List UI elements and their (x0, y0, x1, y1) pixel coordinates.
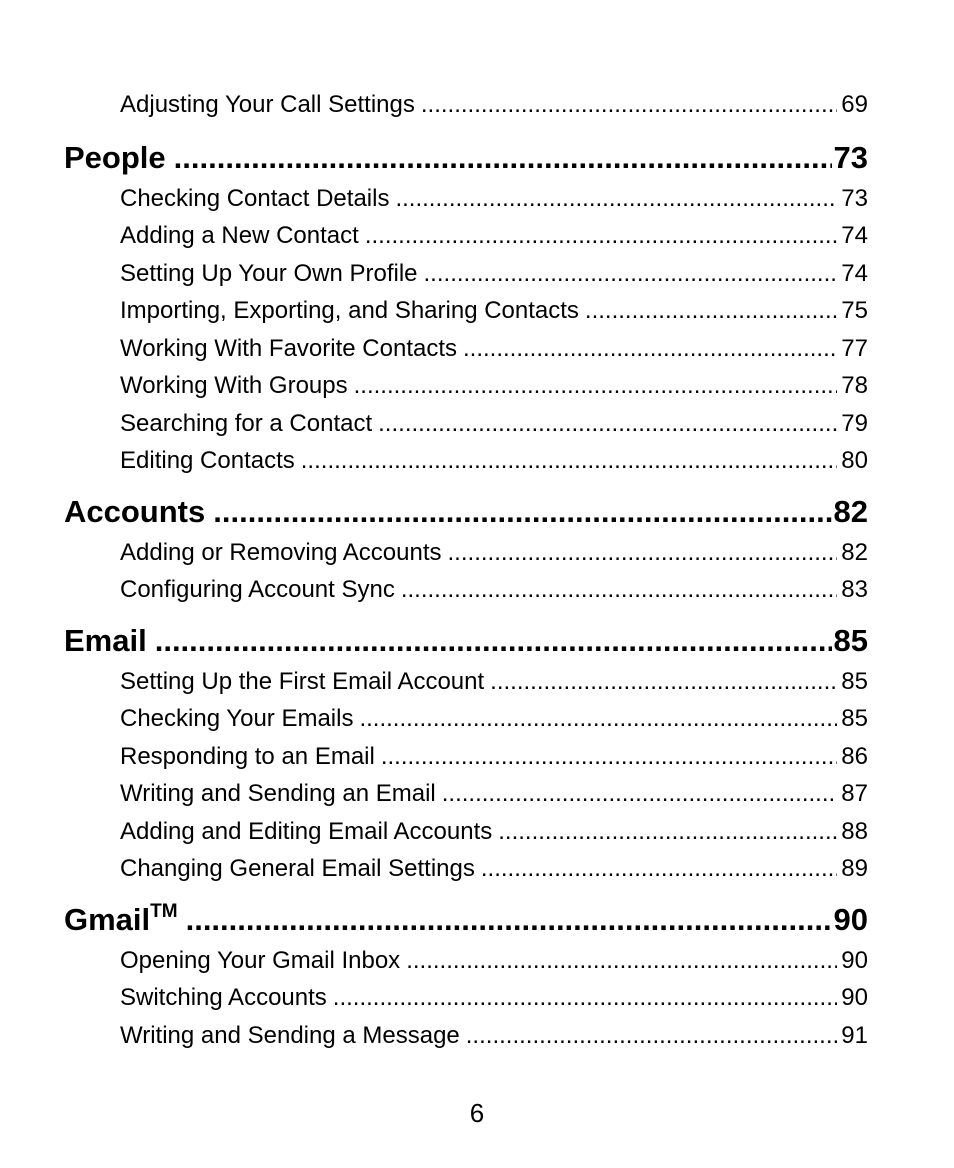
dot-leader (365, 217, 837, 255)
toc-entry (64, 442, 868, 480)
toc-entry-label: Switching Accounts (120, 984, 327, 1011)
toc-chapter-email (64, 619, 868, 663)
dot-leader (448, 534, 838, 572)
toc-entry-page: 88 (841, 817, 868, 845)
toc-chapter-gmail (64, 898, 868, 942)
toc-entry-label: Working With Favorite Contacts (120, 334, 457, 362)
toc-entry-label: Adjusting Your Call Settings (120, 91, 415, 118)
toc-entry-page: 90 (841, 984, 868, 1011)
dot-leader (498, 813, 837, 851)
chapter-title-text: Gmail (64, 901, 151, 937)
toc-entry (64, 217, 868, 255)
toc-entry (64, 86, 868, 124)
dot-leader (395, 180, 837, 218)
toc-entry (64, 180, 868, 218)
dot-leader (466, 1017, 838, 1055)
toc-entry-label: Writing and Sending an Email (120, 780, 436, 807)
dot-leader (421, 86, 837, 124)
toc-entry-label: Adding a New Contact (120, 222, 359, 249)
toc-entry-page: 69 (841, 91, 868, 118)
chapter-page: 73 (833, 139, 868, 175)
toc-entry (64, 813, 868, 851)
dot-leader (174, 136, 832, 180)
page-number: 6 (469, 1098, 485, 1128)
trademark-superscript: TM (150, 900, 178, 922)
table-of-contents (64, 86, 868, 1054)
toc-entry (64, 292, 868, 330)
toc-entry-label: Adding or Removing Accounts (120, 538, 442, 566)
dot-leader (424, 255, 838, 293)
toc-entry-page: 74 (841, 222, 868, 249)
dot-leader (333, 979, 838, 1017)
toc-entry-page: 74 (841, 259, 868, 287)
toc-entry-label: Adding and Editing Email Accounts (120, 817, 493, 845)
chapter-page: 85 (833, 622, 868, 658)
dot-leader (381, 738, 837, 776)
toc-entry-label: Changing General Email Settings (120, 855, 475, 882)
toc-entry-page: 75 (841, 297, 868, 324)
toc-entry (64, 367, 868, 405)
dot-leader (401, 571, 837, 609)
dot-leader (490, 663, 837, 701)
dot-leader (406, 942, 837, 980)
toc-entry (64, 700, 868, 738)
toc-entry-label: Writing and Sending a Message (120, 1021, 460, 1049)
toc-entry-page: 89 (841, 855, 868, 882)
toc-entry (64, 571, 868, 609)
toc-entry (64, 775, 868, 813)
toc-entry-label: Setting Up the First Email Account (120, 667, 485, 695)
toc-entry (64, 850, 868, 888)
toc-entry-page: 91 (841, 1021, 868, 1049)
toc-entry (64, 534, 868, 572)
toc-entry-label: Searching for a Contact (120, 409, 373, 437)
toc-entry-label: Setting Up Your Own Profile (120, 259, 418, 287)
chapter-title (64, 898, 178, 942)
dot-leader (463, 330, 837, 368)
toc-entry-page: 87 (841, 780, 868, 807)
toc-entry (64, 1017, 868, 1055)
toc-entry-label: Importing, Exporting, and Sharing Contacts (120, 297, 579, 324)
dot-leader (354, 367, 838, 405)
dot-leader (585, 292, 837, 330)
dot-leader (186, 898, 832, 942)
toc-entry-page: 90 (841, 946, 868, 974)
toc-entry (64, 330, 868, 368)
toc-entry (64, 405, 868, 443)
dot-leader (442, 775, 838, 813)
chapter-page: 82 (833, 493, 868, 529)
dot-leader (213, 490, 831, 534)
dot-leader (301, 442, 838, 480)
chapter-title: People (64, 139, 166, 175)
toc-entry-page: 85 (841, 667, 868, 695)
toc-chapter-people (64, 136, 868, 180)
toc-entry (64, 255, 868, 293)
chapter-page: 90 (833, 901, 868, 937)
toc-entry-page: 85 (841, 705, 868, 732)
toc-entry-label: Checking Contact Details (120, 184, 390, 212)
dot-leader (359, 700, 837, 738)
chapter-title: Email (64, 622, 147, 658)
toc-entry-label: Editing Contacts (120, 447, 295, 474)
toc-entry-page: 82 (841, 538, 868, 566)
toc-entry (64, 663, 868, 701)
toc-entry-page: 86 (841, 742, 868, 770)
dot-leader (155, 619, 832, 663)
dot-leader (378, 405, 837, 443)
toc-entry-label: Working With Groups (120, 372, 348, 399)
toc-entry-page: 73 (841, 184, 868, 212)
toc-entry-page: 79 (841, 409, 868, 437)
toc-entry-page: 77 (841, 334, 868, 362)
chapter-title: Accounts (64, 493, 206, 529)
toc-entry-label: Opening Your Gmail Inbox (120, 946, 401, 974)
toc-chapter-accounts (64, 490, 868, 534)
toc-entry (64, 942, 868, 980)
dot-leader (481, 850, 837, 888)
toc-entry (64, 979, 868, 1017)
toc-entry-label: Checking Your Emails (120, 705, 354, 732)
toc-entry-page: 83 (841, 576, 868, 603)
toc-entry-label: Responding to an Email (120, 742, 375, 770)
toc-entry-page: 78 (841, 372, 868, 399)
toc-entry-page: 80 (841, 447, 868, 474)
toc-entry (64, 738, 868, 776)
toc-entry-label: Configuring Account Sync (120, 576, 395, 603)
